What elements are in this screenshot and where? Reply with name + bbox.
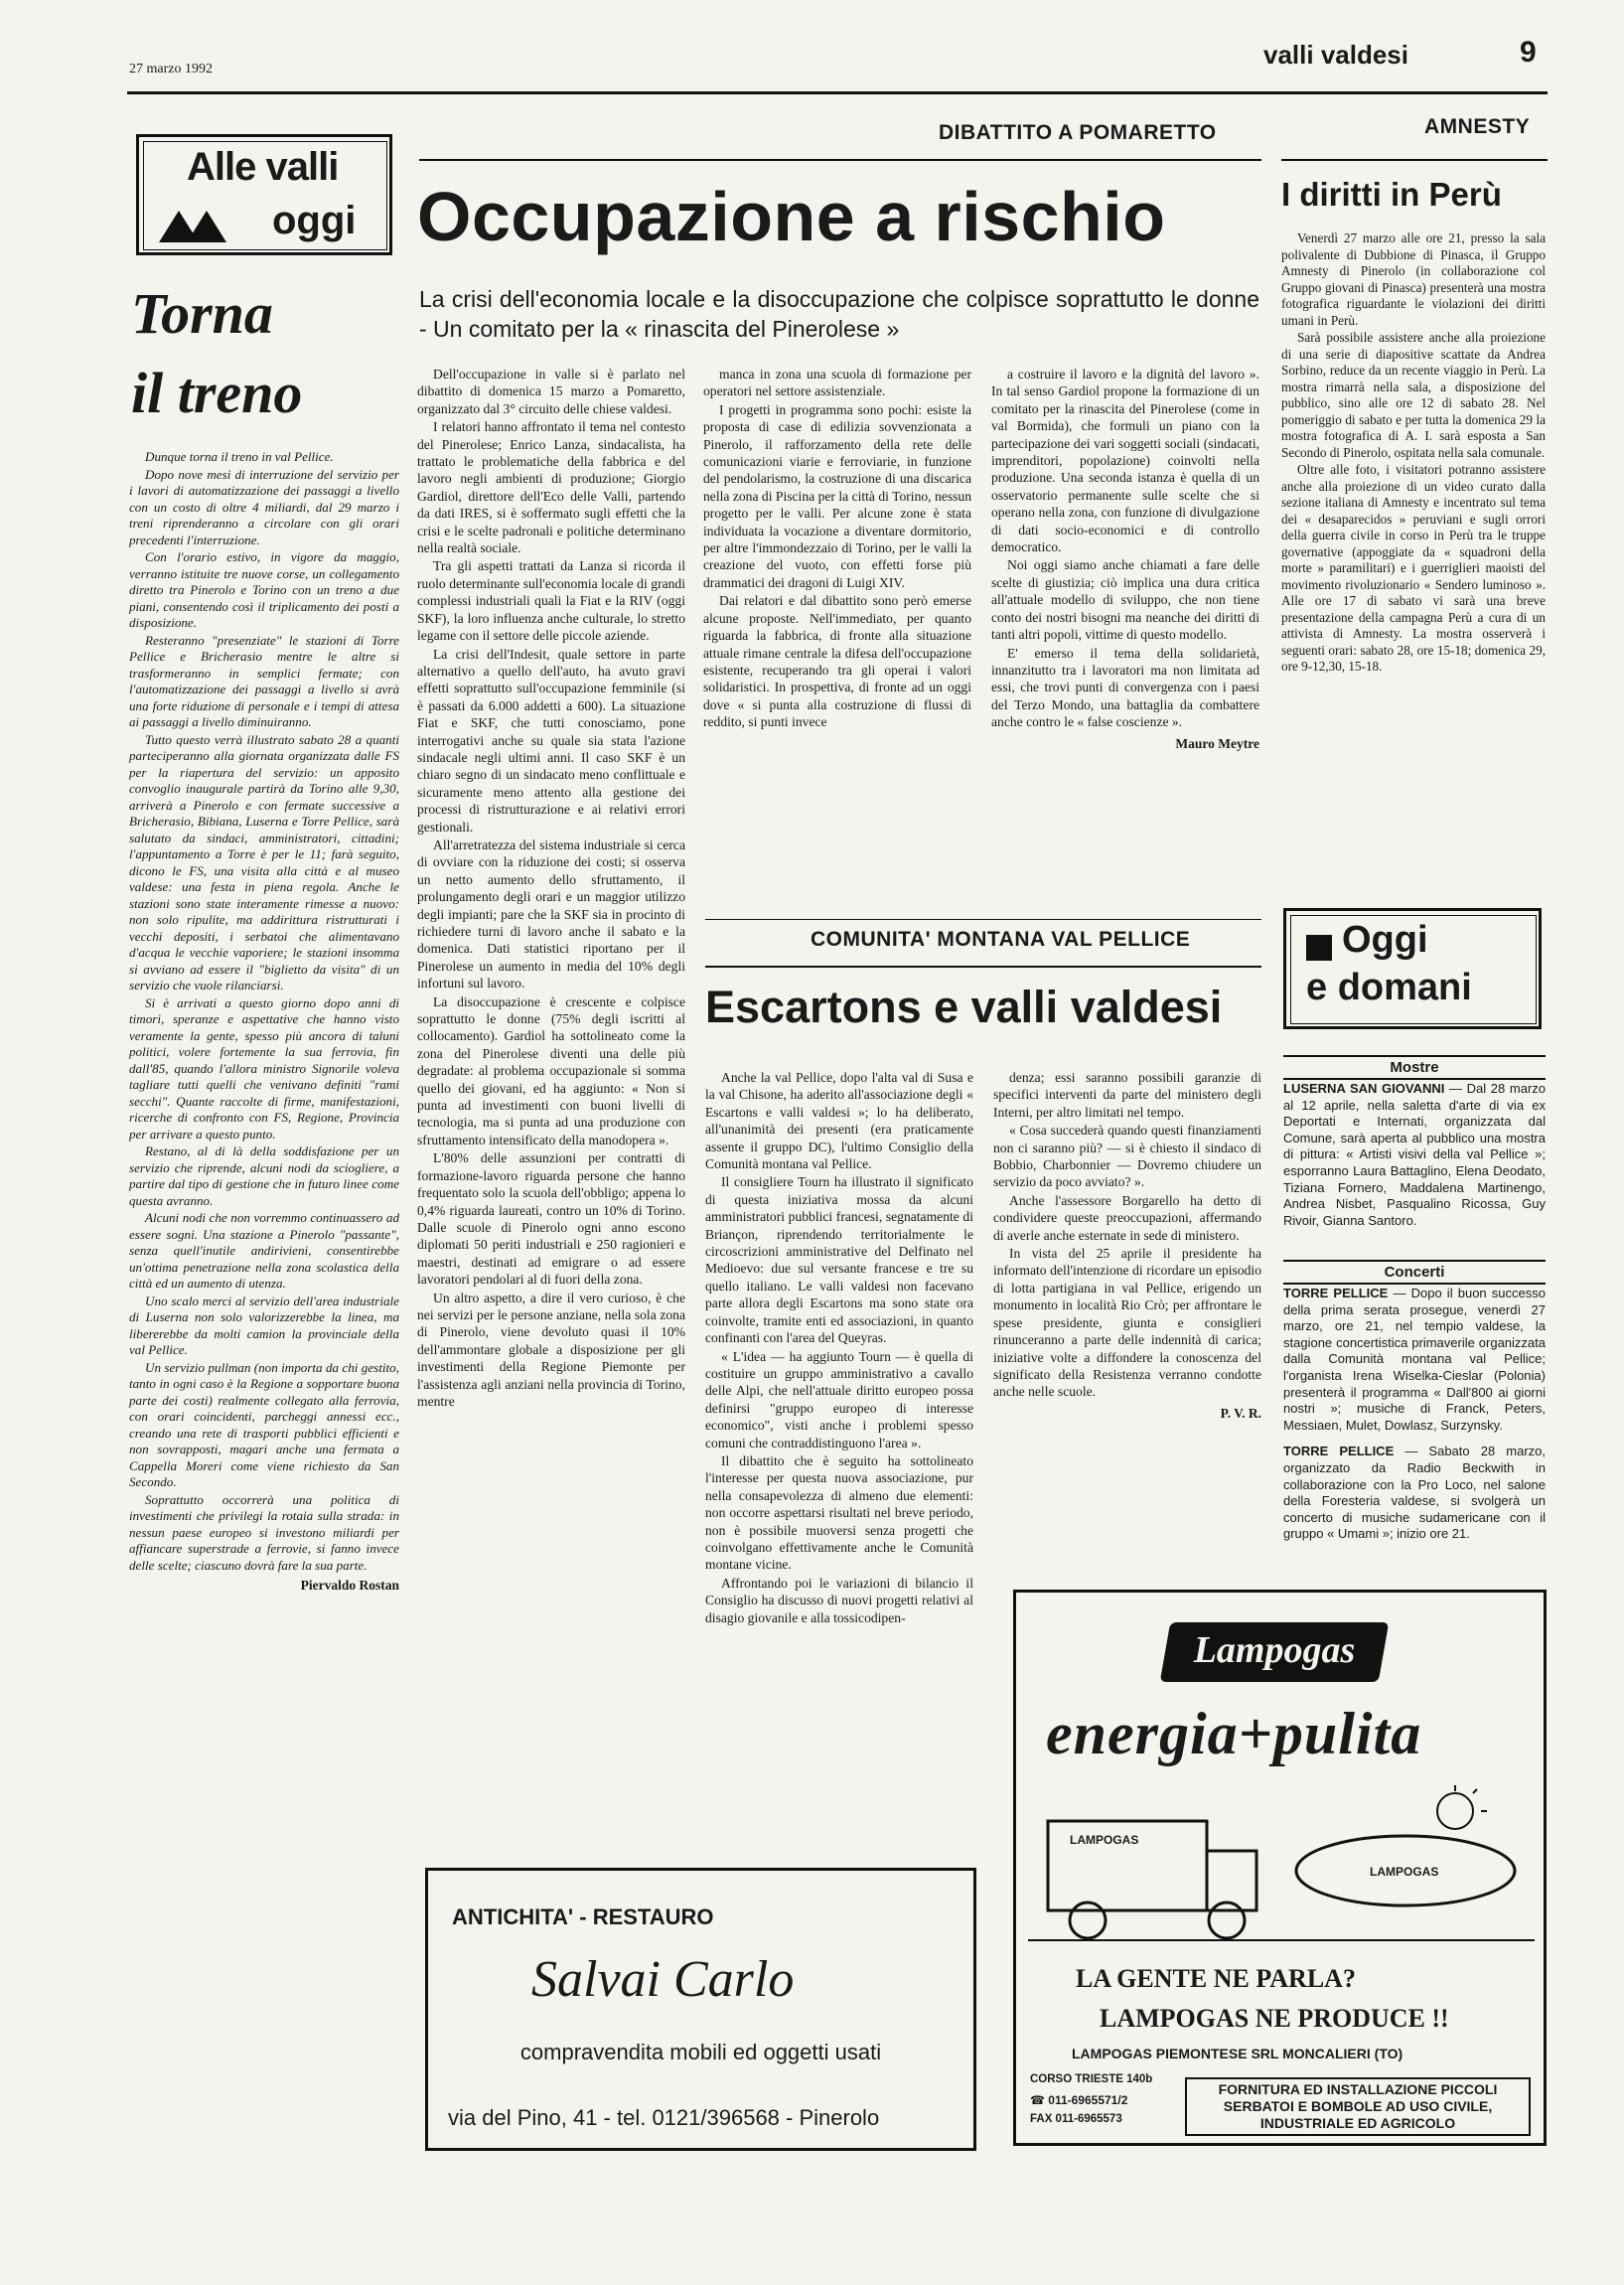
paragraph: L'80% delle assunzioni per contratti di formazione-lavoro riguarda persone che hanno frequentato solo la scuola dell'obbligo; appena lo 0,4% riguarda laureati, contro un 10% di Torino. Dalle scuole di Pinerolo ogni anno escono diplomati 50 periti industriali e 250 ragionieri e maestri, destinati ad emigrare o ad essere lavoratori pendolari al di fuori della zona. <box>417 1150 685 1288</box>
salvai-address: via del Pino, 41 - tel. 0121/396568 - Pinerolo <box>448 2105 880 2130</box>
square-icon <box>1306 935 1332 961</box>
left-article-body <box>129 449 399 1595</box>
paragraph: La disoccupazione è crescente e colpisce soprattutto le donne (75% degli iscritti al collocamento). Gardiol ha sottolineato come la zona del Pinerolese diventi una delle più degradate: al problema occupazionale si somma quello dei giovani, ed ha aggiunto: « Non si punta ad investimenti con buoni livelli di tecnologia, ma si punta ad una produzione con sfruttamento intensificato della manodopera ». <box>417 993 685 1147</box>
alle-valli-box <box>136 134 392 255</box>
oggi-label: oggi <box>272 199 357 242</box>
escartons-headline: Escartons e valli valdesi <box>705 982 1223 1032</box>
mostre-heading: Mostre <box>1283 1055 1546 1080</box>
oggi-box-line2: e domani <box>1306 967 1472 1008</box>
paragraph: manca in zona una scuola di formazione per operatori nel settore assistenziale. <box>703 367 971 399</box>
concerto-1-text: — Dopo il buon successo della prima serata prosegue, venerdì 27 marzo, ore 21, nel tempio valdese, la stagione concertistica primaverile organizzata dalla Comunità montana val Pellice; l'organista Irena Wiselka-Cieslar (Polonia) presenterà il programma « Dall'800 ai giorni nostri »; musiche di Franck, Peters, Messiaen, Mulet, Dowlasz, Surzynsky. <box>1283 1286 1546 1433</box>
main-column-2 <box>703 366 971 732</box>
paragraph: Alcuni nodi che non vorremmo continuassero ad essere sogni. Una stazione a Pinerolo "passante", senza quell'inutile andirivieni, consentirebbe un'ottima penetrazione nella zona scolastica della città ed un aumento di utenza. <box>129 1210 399 1291</box>
lampogas-company: LAMPOGAS PIEMONTESE SRL MONCALIERI (TO) <box>1072 2046 1403 2061</box>
truck-illustration <box>1028 1781 1535 1950</box>
author-signature: Mauro Meytre <box>1175 735 1259 751</box>
escartons-column-1 <box>705 1069 973 1627</box>
paragraph: Dopo nove mesi di interruzione del servizio per i lavori di automatizzazione dei passaggi a livello con un costo di oltre 4 miliardi, dal 29 marzo i treni riprenderanno a circolare con gli orari precedenti l'interruzione. <box>129 466 399 547</box>
paragraph: Affrontando poi le variazioni di bilancio il Consiglio ha discusso di nuovi progetti relativi al disagio giovanile e alla tossicodipen- <box>705 1575 973 1625</box>
lampogas-street: CORSO TRIESTE 140b <box>1030 2073 1153 2085</box>
lampogas-advert <box>1013 1590 1547 2146</box>
paragraph: E' emerso il tema della solidarietà, innanzitutto tra i lavoratori ma non limitata ad essi, che trovi punti di convergenza con i paesi del Terzo Mondo, una battaglia da combattere anche contro le « false coscienze ». <box>991 645 1259 730</box>
paragraph: Venerdì 27 marzo alle ore 21, presso la sala polivalente di Dubbione di Pinasca, il Gruppo Amnesty di Pinerolo (in collaborazione col Gruppo giovani di Pinasca) presenterà una mostra fotografica riguardante le violazioni dei diritti umani in Perù. <box>1281 230 1546 328</box>
concerti-listing <box>1283 1286 1546 1553</box>
paragraph: Soprattutto occorrerà una politica di investimenti che privilegi la rotaia sulla strada: in nessun paese europeo si investono miliardi per affiancare superstrade a ferrovie, si fanno invece delle scelte; ciascuno dovrà fare la sua parte. <box>129 1491 399 1573</box>
lampogas-phone: ☎ 011-6965571/2 <box>1030 2093 1128 2107</box>
mostre-place: LUSERNA SAN GIOVANNI <box>1283 1081 1445 1096</box>
paragraph: Il consigliere Tourn ha illustrato il significato di questa iniziativa mossa da alcuni amministratori pubblici francesi, segnatamente di Briançon, riprendendo territorialmente le circoscrizioni amministrative del Delfinato nel Medioevo: due sul versante francese e tre su quello italiano. Le valli valdesi non facevano parte allora degli Escartons ma sono state ora coinvolte, tramite enti ed associazioni, in quanto confinanti con l'area del Queyras. <box>705 1174 973 1346</box>
paragraph: I progetti in programma sono pochi: esiste la proposta di case di edilizia sovvenzionata a Pinerolo, il rafforzamento della rete delle comunicazioni viarie e ferroviarie, in funzione del pendolarismo, la costruzione di una discarica nella zona di Piscina per la città di Torino, nessun progetto per le valli. Per alcune zone è stata individuata la vocazione a diventare dormitorio, per altre l'immondezzaio di Torino, per le valli la creazione del vuoto, con effetti forse più drammatici dei dragoni di Luigi XIV. <box>703 401 971 590</box>
oggi-domani-box <box>1283 908 1542 1029</box>
salvai-line1: ANTICHITA' - RESTAURO <box>452 1904 714 1929</box>
author-signature: Piervaldo Rostan <box>300 1578 399 1593</box>
concerti-heading: Concerti <box>1283 1260 1546 1285</box>
escartons-column-2 <box>993 1069 1261 1422</box>
paragraph: Tra gli aspetti trattati da Lanza si ricorda il ruolo determinante sull'economia locale di grandi complessi industriali quali la Fiat e la RIV (oggi SKF), la loro influenza anche culturale, lo stretto legame con il settore delle piccole aziende. <box>417 558 685 644</box>
paragraph: a costruire il lavoro e la dignità del lavoro ». In tal senso Gardiol propone la formazione di un comitato per la rinascita del Pinerolese (come in val Bormida), che formuli un piano con la partecipazione dei vari soggetti sociali (sindacati, imprenditori, popolazione) coinvolti nella produzione. Una seconda istanza è quella di un osservatorio permanente sulle scelte che si operano nella zona, con funzione di divulgazione di dati socio-economici e di controllo democratico. <box>991 367 1259 555</box>
main-kicker: DIBATTITO A POMARETTO <box>939 121 1217 144</box>
concerto-2-place: TORRE PELLICE <box>1283 1444 1395 1459</box>
paragraph: Un altro aspetto, a dire il vero curioso, è che nei servizi per le persone anziane, nella sola zona di Pinerolo, viene devoluto quasi il 10% dell'ammontare globale a disposizione per gli investimenti della Regione Piemonte per l'assistenza agli anziani nella provincia di Torino, mentre <box>417 1290 685 1409</box>
paragraph: « Cosa succederà quando questi finanziamenti non ci saranno più? — si è chiesto il sindaco di Bobbio, Charbonnier — Dovremo chiudere un servizio da poco avviato? ». <box>993 1123 1261 1190</box>
paragraph: Uno scalo merci al servizio dell'area industriale di Luserna non solo valorizzerebbe la linea, ma libererebbe da molti camion la provinciale della val Pellice. <box>129 1293 399 1357</box>
main-separator-rule <box>705 919 1261 920</box>
alle-valli-label: Alle valli <box>187 145 339 189</box>
paragraph: Noi oggi siamo anche chiamati a fare delle scelte di giustizia; ciò implica una dura critica all'attuale modello di sviluppo, che non tiene conto dei nostri bisogni ma neanche dei diritti di tanti altri popoli, vittime di questo modello. <box>991 557 1259 643</box>
main-headline: Occupazione a rischio <box>417 178 1166 255</box>
lampogas-fax: FAX 011-6965573 <box>1030 2113 1122 2125</box>
mostre-listing <box>1283 1081 1546 1239</box>
paragraph: Anche la val Pellice, dopo l'alta val di Susa e la val Chisone, ha aderito all'associazione degli « Escartons e valli valdesi »; lo ha deliberato, all'unanimità dei presenti (era praticamente assente il gruppo DC), l'ultimo Consiglio della Comunità montana val Pellice. <box>705 1070 973 1172</box>
paragraph: Tutto questo verrà illustrato sabato 28 a quanti parteciperanno alla giornata organizzata dalle FS per la riapertura del servizio: un apposito convoglio inaugurale partirà da Torino alle 9,30, arriverà a Pinerolo e con fermate successive a Bricherasio, Bibiana, Luserna e Torre Pellice, sarà salutato da sindaci, amministratori, cittadini; l'appuntamento a Torre è per le 11; farà seguito, dicono le FS, una visita alla città e al museo valdese: una festa in piena regola. Anche le stazioni sono state interamente rimesse a nuovo: non solo ripulite, ma addirittura ristrutturati i vecchi depositi, i serbatoi che alimentavano d'acqua le vecchie vaporiere; le stazioni insomma si avviano ad essere il "biglietto da visita" di un servizio che vuole rilanciarsi. <box>129 731 399 992</box>
oggi-box-line1: Oggi <box>1342 919 1428 961</box>
paragraph: Si è arrivati a questo giorno dopo anni di timori, speranze e aspettative che hanno visto veramente la gente, spesso più ancora di taluni politici, volere fortemente la sua ferrovia, fin dall'85, quando l'allora ministro Signorile voleva tagliare tutti quelli che venivano definiti "rami secchi". Quante raccolte di firme, manifestazioni, ricerche di confronto con FS, Regione, Provincia per arrivare a questo punto. <box>129 994 399 1142</box>
lampogas-line2: LAMPOGAS NE PRODUCE !! <box>1100 2004 1449 2033</box>
paragraph: « L'idea — ha aggiunto Tourn — è quella di costituire un gruppo amministrativo a cavallo delle Alpi, che nell'attuale diritto europeo possa definirsi "gruppo europeo di interesse economico", visti anche i problemi spesso comuni che contraddistinguono l'area ». <box>705 1348 973 1450</box>
lampogas-logo: Lampogas <box>1193 1629 1356 1671</box>
paragraph: Oltre alle foto, i visitatori potranno assistere anche alla proiezione di un video curato dalla sezione italiana di Amnesty e incentrato sul tema dei « desaparecidos » peruviani e sugli orrori della guerra civile in corso in Perù tra le truppe governative (appoggiate da « squadroni della morte » paramilitari) e i guerriglieri maoisti del movimento rivoluzionario « Sendero luminoso ». Alle ore 17 di sabato vi sarà una breve presentazione della campagna Perù a cura di un attivista di Amnesty. La mostra osserverà i seguenti orari: sabato 28, ore 15-18; domenica 29, ore 9-12,30, 15-18. <box>1281 462 1546 674</box>
paragraph: Con l'orario estivo, in vigore da maggio, verranno istituite tre nuove corse, un collegamento diretto tra Pinerolo e Torino con un treno a due piani, consentendo così il triplicamento dei posti a disposizione. <box>129 549 399 630</box>
author-signature: P. V. R. <box>1220 1405 1261 1421</box>
header-rule <box>127 91 1548 94</box>
mostre-text: — Dal 28 marzo al 12 aprile, nella saletta d'arte di via ex Deportati e Internati, organizzata dal Comune, sarà aperta al pubblico una mostra di pittura: « Artisti visivi della val Pellice »; esporranno Laura Battaglino, Elena Deodato, Tiziana Fornero, Maddalena Martinengo, Andrea Nisbet, Pasqualino Ricossa, Guy Rivoir, Gianna Santoro. <box>1283 1081 1547 1228</box>
main-column-3 <box>991 366 1259 752</box>
truck-label: LAMPOGAS <box>1070 1833 1139 1847</box>
lampogas-service: FORNITURA ED INSTALLAZIONE PICCOLI SERBATOI E BOMBOLE AD USO CIVILE, INDUSTRIALE ED AGRICOLO <box>1185 2077 1531 2136</box>
concerto-2-text: — Sabato 28 marzo, organizzato da Radio Beckwith in collaborazione con la Pro Loco, nel salone della Foresteria valdese, si svolgerà un concerto di musiche sudamericane con il gruppo « Umami »; inizio ore 21. <box>1283 1444 1546 1542</box>
salvai-name: Salvai Carlo <box>531 1951 795 2008</box>
escartons-kicker: COMUNITA' MONTANA VAL PELLICE <box>811 928 1191 951</box>
amnesty-body <box>1281 230 1546 677</box>
newspaper-name: valli valdesi <box>1263 40 1408 70</box>
lampogas-slogan: energia+pulita <box>1046 1701 1422 1766</box>
paragraph: Dunque torna il treno in val Pellice. <box>145 449 334 464</box>
paragraph: I relatori hanno affrontato il tema nel contesto del Pinerolese; Enrico Lanza, sindacalista, ha trattato le problematiche della fabbrica e del lavoro negli ambienti di produzione; Giorgio Gardiol, direttore dell'Eco delle Valli, partendo da dati IRES, si è soffermato sugli effetti che la crisi e le scelte padronali e politiche determinano nella realtà sociale. <box>417 419 685 556</box>
paragraph: denza; essi saranno possibili garanzie di specifici interventi da parte del ministero degli Interni, per altro limitati nel tempo. <box>993 1070 1261 1120</box>
paragraph: Dai relatori e dal dibattito sono però emerse alcune proposte. Nell'immediato, per quanto riguarda la fabbrica, di fronte alla situazione attuale rimane centrale la difesa dell'occupazione esistente, recuperando tra gli operai i valori solidaristici. In prospettiva, di fronte ad un oggi dove « si punta alla costruzione di flussi di reddito, si punti invece <box>703 593 971 730</box>
amnesty-headline: I diritti in Perù <box>1281 176 1502 213</box>
amnesty-kicker-rule <box>1281 159 1548 161</box>
salvai-line2: compravendita mobili ed oggetti usati <box>519 2040 882 2064</box>
page-number: 9 <box>1520 36 1537 69</box>
left-title-1: Torna <box>131 281 273 346</box>
paragraph: All'arretratezza del sistema industriale si cerca di ovviare con la riduzione dei costi; si osserva un netto aumento dello sfruttamento, il prolungamento degli orari e un maggior utilizzo degli impianti; pare che la SKF sia in procinto di richiedere turni di lavoro anche il sabato e la domenica. Dati statistici riportano per il Pinerolese un aumento in media del 10% degli infortuni sul lavoro. <box>417 837 685 991</box>
tank-label: LAMPOGAS <box>1370 1865 1439 1879</box>
paragraph: In vista del 25 aprile il presidente ha informato dell'intenzione di ricordare un episodio di lotta partigiana in val Pellice, erigendo un monumento in località Rio Crò; per affrontare le spese presidente, giunta e consiglieri rinunceranno a parte delle indennità di carica; iniziative volte a diffondere la conoscenza del significato della Resistenza verranno condotte anche nelle scuole. <box>993 1246 1261 1400</box>
paragraph: Dell'occupazione in valle si è parlato nel dibattito di domenica 15 marzo a Pomaretto, organizzato dal 3° circuito delle chiese valdesi. <box>417 367 685 416</box>
paragraph: Sarà possibile assistere anche alla proiezione di una serie di diapositive scattate da Andrea Sorbino, reduce da un recente viaggio in Perù. La mostra rimarrà nella sala, a disposizione del pubblico, sino alle ore 12 di sabato 28. Nel pomeriggio di sabato e per tutta la domenica 29 la mostra fotografica di A. I. sarà esposta a San Secondo di Pinerolo, ospitata nella sala comunale. <box>1281 330 1546 460</box>
paragraph: Un servizio pullman (non importa da chi gestito, tanto in ogni caso è la Regione a sopportare buona parte dei costi) realmente collegato alla ferrovia, con orari coincidenti, parcheggi annessi ecc., creando una rete di trasporti pubblici efficienti e non sovrapposti, magari anche una fermata a Cappella Moreri come viene richiesto da San Secondo. <box>129 1359 399 1489</box>
mountains-icon <box>159 207 228 242</box>
concerto-1-place: TORRE PELLICE <box>1283 1286 1389 1300</box>
main-subhead: La crisi dell'economia locale e la disoccupazione che colpisce soprattutto le donne - Un comitato per la « rinascita del Pinerolese » <box>419 286 1259 342</box>
left-title-2: il treno <box>131 361 303 425</box>
main-column-1 <box>417 366 685 1411</box>
main-kicker-rule <box>419 159 1261 161</box>
escartons-kicker-rule <box>705 966 1261 968</box>
paragraph: Resteranno "presenziate" le stazioni di Torre Pellice e Bricherasio mentre le altre si trasformeranno in semplici fermate; con l'automatizzazione dei passaggi a livello si avrà una forte riduzione di personale e i tempi di attesa ai passaggi a livello diminuiranno. <box>129 632 399 729</box>
paragraph: Restano, al di là della soddisfazione per un servizio che riprende, alcuni nodi da sciogliere, a partire dal tipo di gestione che in futuro linee come questa avranno. <box>129 1143 399 1208</box>
lampogas-line1: LA GENTE NE PARLA? <box>1076 1964 1356 1993</box>
paragraph: Anche l'assessore Borgarello ha detto di condividere queste preoccupazioni, affermando di averle anche esternate in sede di ministero. <box>993 1192 1261 1243</box>
salvai-advert <box>425 1868 976 2151</box>
page-date: 27 marzo 1992 <box>129 62 213 76</box>
paragraph: Il dibattito che è seguito ha sottolineato l'interesse per questa nuova associazione, pur nella consapevolezza di almeno due elementi: non occorre aspettarsi risultati nel breve periodo, non è possibile muoversi senza progetti che coinvolgano effettivamente anche le Comunità montane vicine. <box>705 1452 973 1573</box>
paragraph: La crisi dell'Indesit, quale settore in parte alternativo a quello dell'auto, ha avuto gravi effetti soprattutto sull'occupazione femminile (si è passati da 6.000 addetti a 600). La situazione Fiat e SKF, che tutti conosciamo, pone interrogativi anche su quale sia stata l'azione sindacale negli ultimi anni. Il caso SKF è un chiaro segno di un sindacato meno conflittuale e sicuramente meno attento alla gestione dei processi di ristrutturazione e ai relativi errori gestionali. <box>417 646 685 835</box>
amnesty-kicker: AMNESTY <box>1424 115 1531 138</box>
